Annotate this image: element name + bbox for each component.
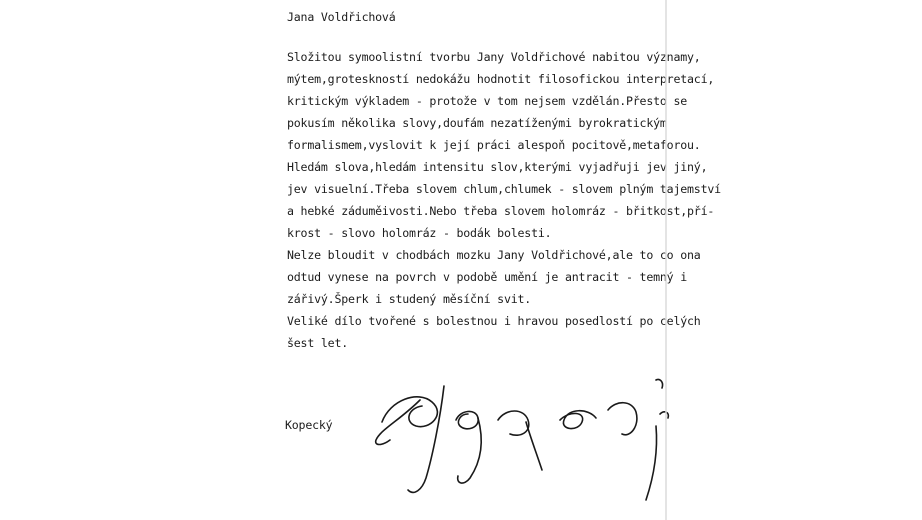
- letter-heading: Jana Voldřichová: [287, 10, 396, 24]
- text-line-13: Veliké dílo tvořené s bolestnou i hravou posedlostí po celých: [287, 314, 701, 328]
- text-line-3: kritickým výkladem - protože v tom nejsem vzdělán.Přesto se: [287, 94, 688, 108]
- text-line-12: zářivý.Šperk i studený měsíční svit.: [287, 292, 532, 306]
- handwritten-signature: [360, 360, 680, 510]
- text-line-5: formalismem,vyslovit k její práci alespoň pocitově,metaforou.: [287, 138, 701, 152]
- text-line-2: mýtem,groteskností nedokážu hodnotit filosofickou interpretací,: [287, 72, 715, 86]
- text-line-9: krost - slovo holomráz - bodák bolesti.: [287, 226, 552, 240]
- text-line-1: Složitou symoolistní tvorbu Jany Voldřichové nabitou významy,: [287, 50, 701, 64]
- text-line-14: šest let.: [287, 336, 349, 350]
- text-line-10: Nelze bloudit v chodbách mozku Jany Voldřichové,ale to co ona: [287, 248, 701, 262]
- closing-name: Kopecký: [285, 418, 333, 432]
- text-line-11: odtud vynese na povrch v podobě umění je antracit - temný i: [287, 270, 688, 284]
- text-line-7: jev visuelní.Třeba slovem chlum,chlumek - slovem plným tajemství: [287, 182, 721, 196]
- text-line-4: pokusím několika slovy,doufám nezatíženými byrokratickým: [287, 116, 667, 130]
- text-line-8: a hebké záduměivosti.Nebo třeba slovem holomráz - břitkost,pří-: [287, 204, 715, 218]
- text-line-6: Hledám slova,hledám intensitu slov,kterými vyjadřuji jev jiný,: [287, 160, 708, 174]
